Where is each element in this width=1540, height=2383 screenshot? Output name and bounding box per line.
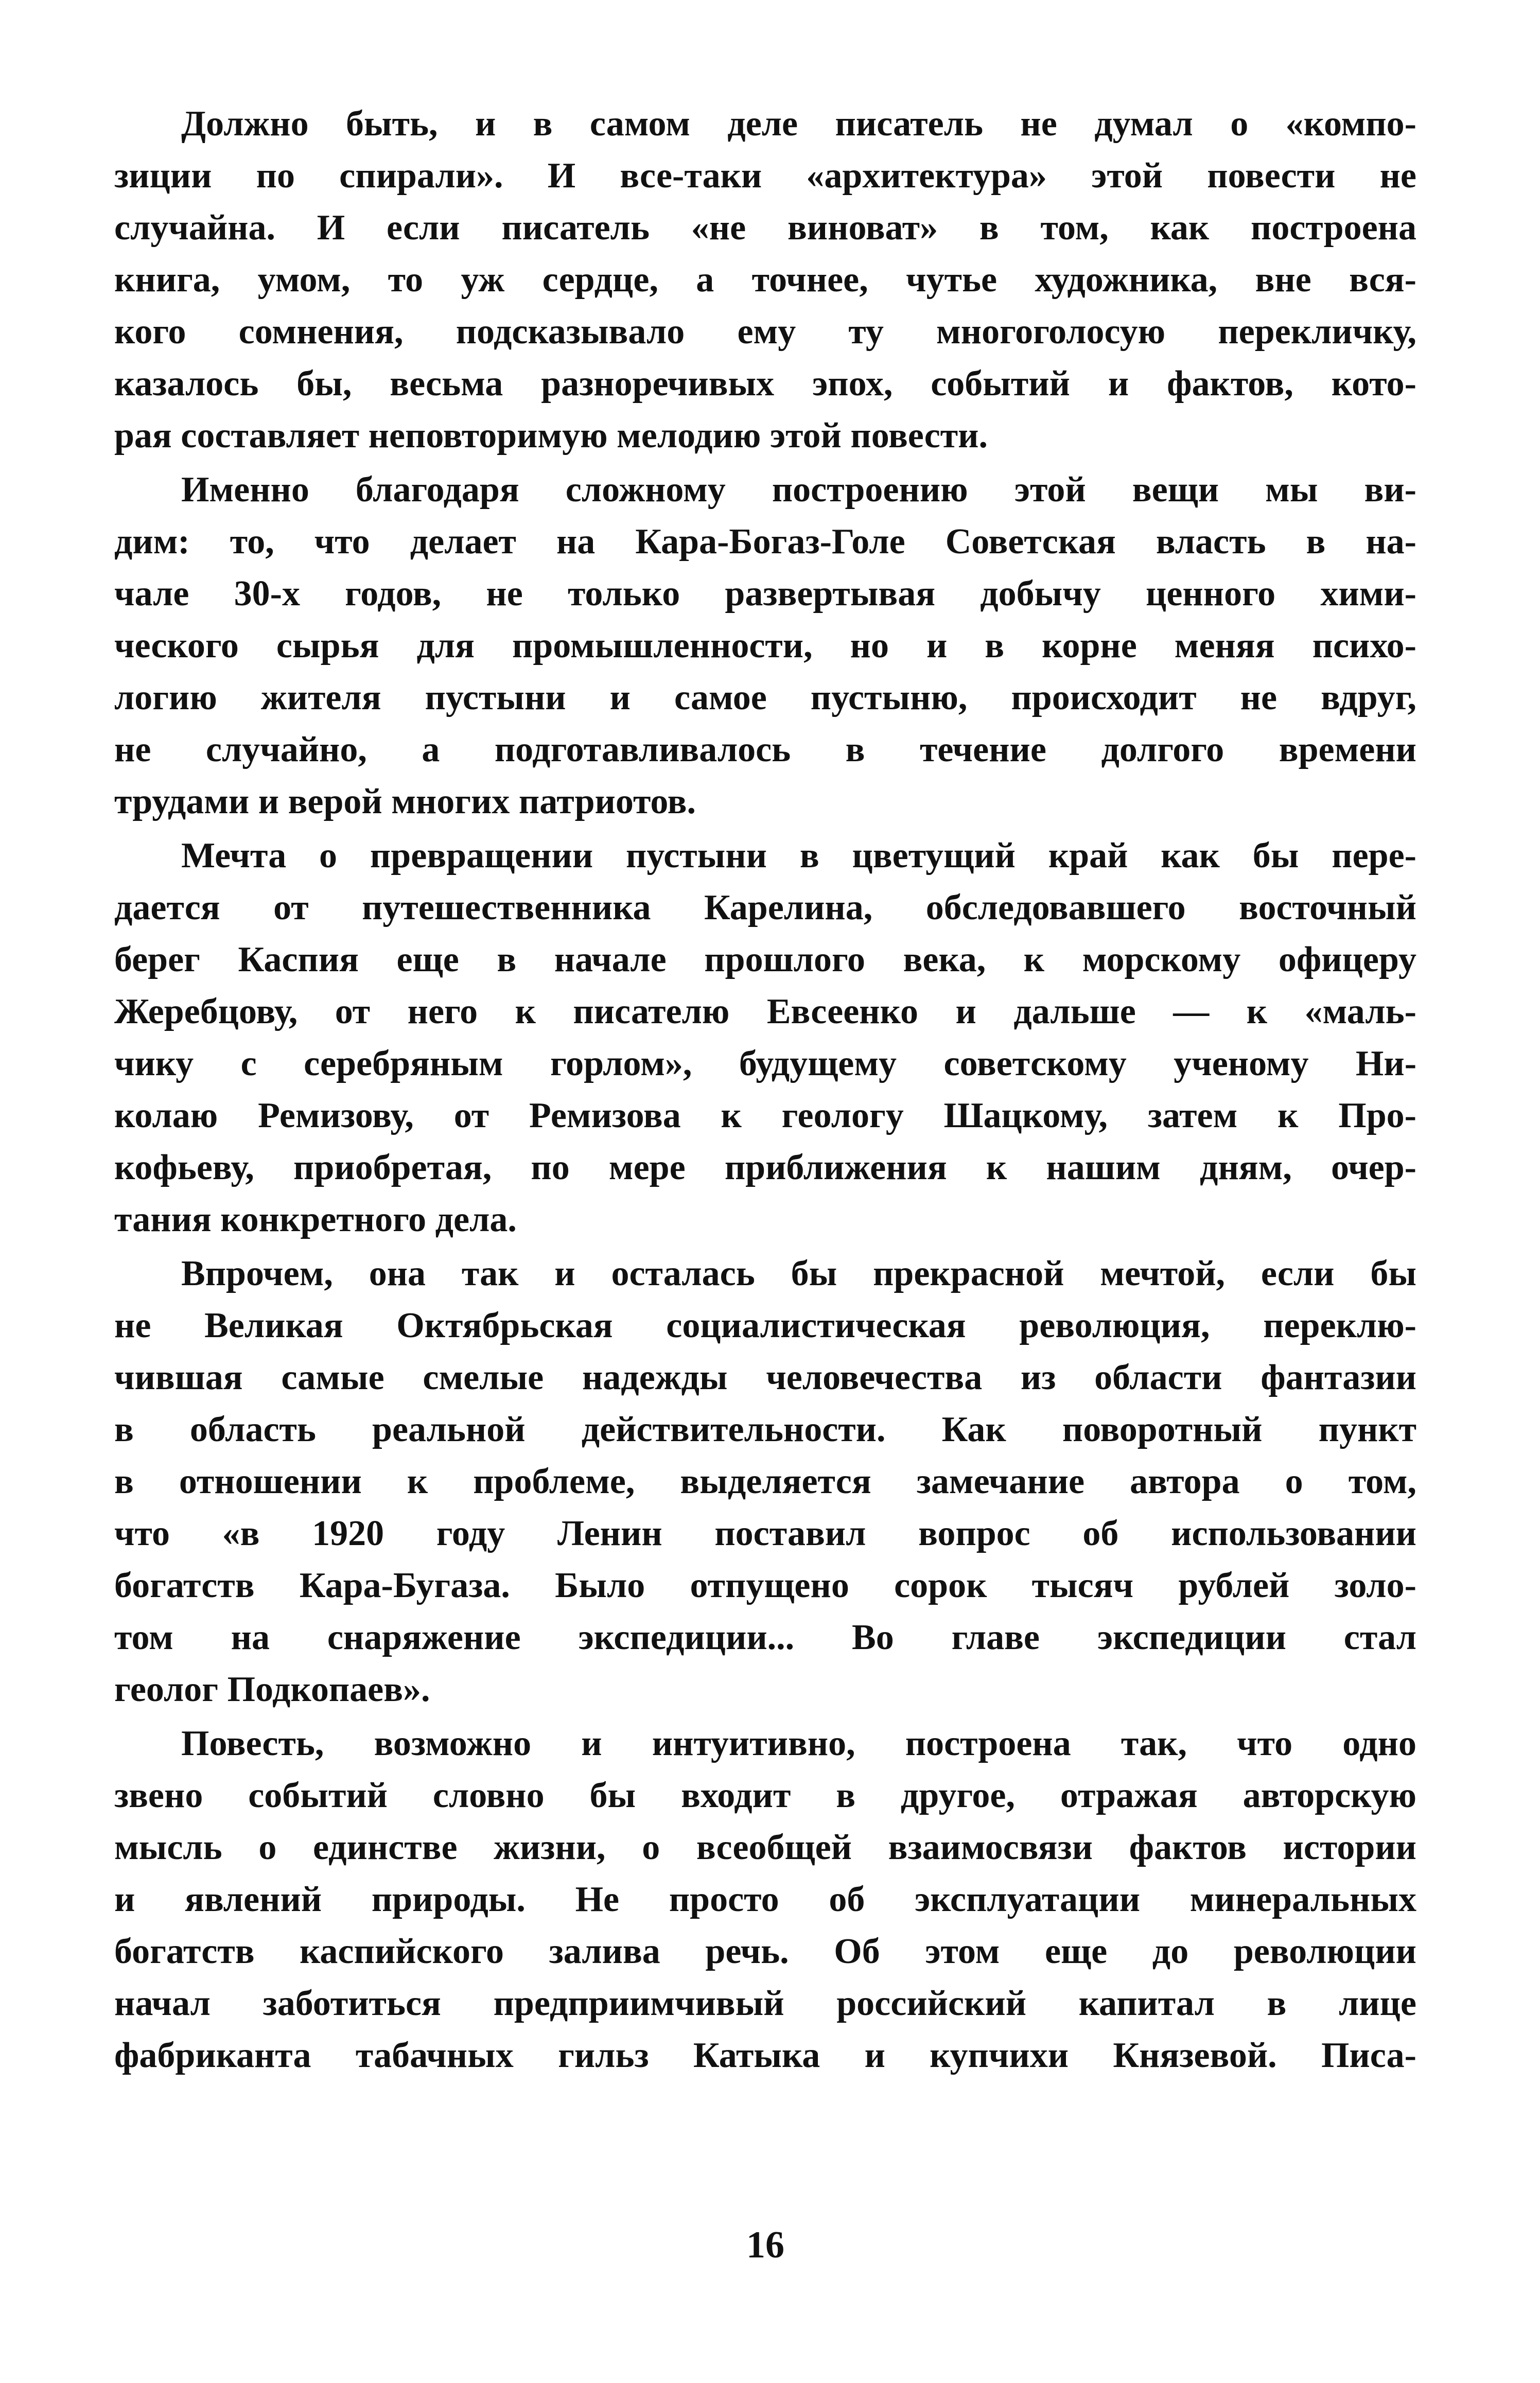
- text-line: Мечта о превращении пустыни в цветущий край как бы пере-: [181, 836, 1416, 875]
- paragraph-4: [114, 1248, 1416, 1715]
- text-line: случайна. И если писатель «не виноват» в том, как построена: [114, 208, 1416, 248]
- text-line: тания конкретного дела.: [114, 1200, 517, 1239]
- text-line: богатств Кара-Бугаза. Было отпущено сорок тысяч рублей золо-: [114, 1566, 1416, 1605]
- text-line: чику с серебряным горлом», будущему советскому ученому Ни-: [114, 1044, 1416, 1083]
- text-line: кофьеву, приобретая, по мере приближения к нашим дням, очер-: [114, 1148, 1416, 1187]
- text-line: Повесть, возможно и интуитивно, построена так, что одно: [181, 1724, 1416, 1763]
- text-line: казалось бы, весьма разноречивых эпох, событий и фактов, кото-: [114, 364, 1416, 404]
- text-line: Жеребцову, от него к писателю Евсеенко и дальше — к «маль-: [114, 992, 1416, 1031]
- text-line: не Великая Октябрьская социалистическая революция, переклю-: [114, 1306, 1416, 1345]
- text-line: логию жителя пустыни и самое пустыню, происходит не вдруг,: [114, 678, 1416, 717]
- text-line: в отношении к проблеме, выделяется замечание автора о том,: [114, 1462, 1416, 1501]
- text-line: Именно благодаря сложному построению этой вещи мы ви-: [181, 470, 1416, 510]
- paragraph-3: [114, 830, 1416, 1246]
- text-line: дается от путешественника Карелина, обследовавшего восточный: [114, 888, 1416, 927]
- text-line: начал заботиться предприимчивый российский капитал в лице: [114, 1984, 1416, 2023]
- text-line: том на снаряжение экспедиции... Во главе экспедиции стал: [114, 1618, 1416, 1657]
- text-line: колаю Ремизову, от Ремизова к геологу Шацкому, затем к Про-: [114, 1096, 1416, 1135]
- paragraph-1: [114, 98, 1416, 462]
- page-number: 16: [746, 2224, 784, 2266]
- text-line: что «в 1920 году Ленин поставил вопрос об использовании: [114, 1514, 1416, 1553]
- text-line: зиции по спирали». И все-таки «архитектура» этой повести не: [114, 156, 1416, 196]
- paragraph-5: [114, 1718, 1416, 2081]
- text-line: в область реальной действительности. Как поворотный пункт: [114, 1410, 1416, 1449]
- text-line: чале 30-х годов, не только развертывая добычу ценного хими-: [114, 574, 1416, 614]
- text-line: дим: то, что делает на Кара-Богаз-Голе Советская власть в на-: [114, 522, 1416, 562]
- text-line: не случайно, а подготавливалось в течение долгого времени: [114, 730, 1416, 769]
- text-line: мысль о единстве жизни, о всеобщей взаимосвязи фактов истории: [114, 1828, 1416, 1867]
- text-line: чившая самые смелые надежды человечества из области фантазии: [114, 1358, 1416, 1397]
- paragraph-2: [114, 464, 1416, 828]
- text-line: книга, умом, то уж сердце, а точнее, чутье художника, вне вся-: [114, 260, 1416, 300]
- text-line: ческого сырья для промышленности, но и в корне меняя психо-: [114, 626, 1416, 665]
- book-page: [114, 98, 1416, 2362]
- text-line: и явлений природы. Не просто об эксплуатации минеральных: [114, 1880, 1416, 1919]
- text-line: рая составляет неповторимую мелодию этой повести.: [114, 416, 988, 455]
- text-line: геолог Подкопаев».: [114, 1670, 430, 1709]
- text-line: звено событий словно бы входит в другое, отражая авторскую: [114, 1776, 1416, 1815]
- text-line: Должно быть, и в самом деле писатель не думал о «компо-: [181, 104, 1416, 144]
- text-line: трудами и верой многих патриотов.: [114, 782, 696, 821]
- text-line: кого сомнения, подсказывало ему ту многоголосую перекличку,: [114, 312, 1416, 352]
- text-line: Впрочем, она так и осталась бы прекрасной мечтой, если бы: [181, 1254, 1416, 1293]
- text-line: берег Каспия еще в начале прошлого века, к морскому офицеру: [114, 940, 1416, 979]
- text-line: фабриканта табачных гильз Катыка и купчихи Князевой. Писа-: [114, 2036, 1416, 2075]
- text-line: богатств каспийского залива речь. Об этом еще до революции: [114, 1932, 1416, 1971]
